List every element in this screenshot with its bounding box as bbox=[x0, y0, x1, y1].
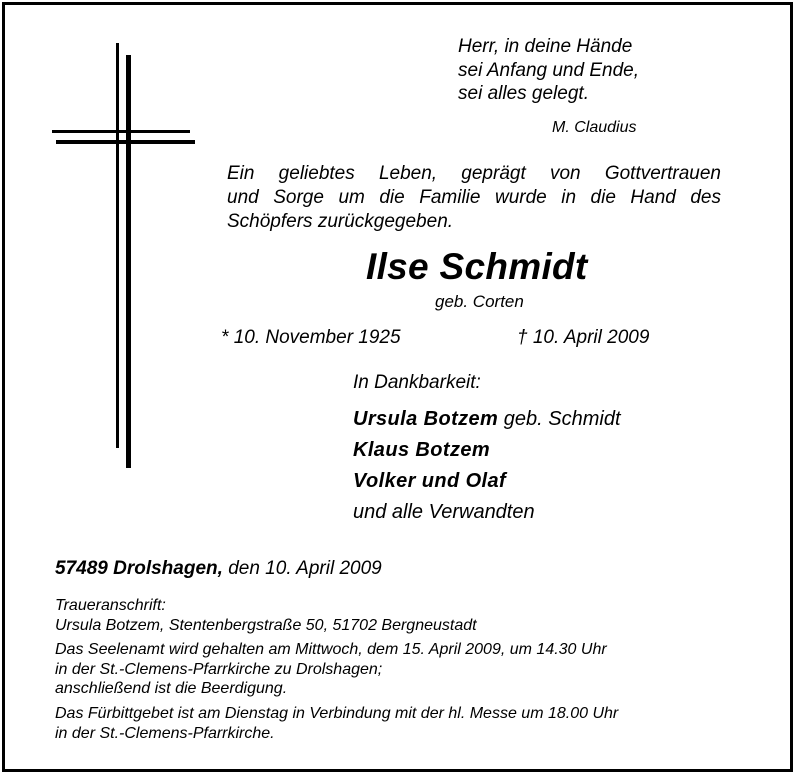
address-text: Ursula Botzem, Stentenbergstraße 50, 51702 Bergneustadt bbox=[55, 616, 477, 634]
verse-author: M. Claudius bbox=[552, 119, 637, 136]
prayer-line: in der St.-Clemens-Pfarrkirche. bbox=[55, 724, 275, 742]
mourner-name: Klaus Botzem bbox=[353, 439, 491, 461]
mourner-name: Ursula Botzem bbox=[353, 408, 499, 430]
intro-text bbox=[227, 162, 721, 234]
address-label: Traueranschrift: bbox=[55, 597, 166, 614]
requiem-line: in der St.-Clemens-Pfarrkirche zu Drolshagen; bbox=[55, 660, 383, 678]
mourner-name: Volker und Olaf bbox=[353, 470, 507, 492]
obituary-frame bbox=[2, 2, 793, 772]
mourner-suffix: und alle Verwandten bbox=[353, 501, 535, 523]
place-date bbox=[55, 558, 382, 580]
death-date bbox=[517, 327, 649, 349]
bible-verse bbox=[458, 35, 639, 106]
birth-symbol: * bbox=[221, 327, 229, 348]
mourner-entry bbox=[353, 497, 621, 528]
place-name: 57489 Drolshagen, bbox=[55, 558, 223, 579]
birth-name: geb. Corten bbox=[435, 292, 524, 311]
mourner-entry bbox=[353, 466, 621, 497]
intro-line: Schöpfers zurückgegeben. bbox=[227, 211, 454, 232]
mourner-suffix: geb. Schmidt bbox=[498, 408, 621, 430]
requiem-block bbox=[55, 640, 618, 699]
deceased-name: Ilse Schmidt bbox=[366, 246, 588, 287]
birth-date bbox=[221, 327, 401, 349]
cross-icon bbox=[49, 43, 199, 468]
death-date-text: 10. April 2009 bbox=[532, 327, 650, 348]
notice-date: den 10. April 2009 bbox=[222, 558, 382, 579]
mourner-entry bbox=[353, 435, 621, 466]
prayer-block bbox=[55, 704, 618, 743]
requiem-line: Das Seelenamt wird gehalten am Mittwoch, dem 15. April 2009, um 14.30 Uhr bbox=[55, 641, 607, 659]
funeral-details bbox=[55, 596, 618, 748]
mourners-list bbox=[353, 404, 621, 528]
mourner-entry bbox=[353, 404, 621, 435]
verse-line: sei Anfang und Ende, bbox=[458, 59, 639, 81]
intro-line: Ein geliebtes Leben, geprägt von Gottvertrauen bbox=[227, 163, 721, 184]
birth-date-text: 10. November 1925 bbox=[233, 327, 401, 348]
requiem-line: anschließend ist die Beerdigung. bbox=[55, 680, 288, 698]
verse-line: sei alles gelegt. bbox=[458, 83, 589, 104]
address-block bbox=[55, 596, 618, 635]
mourners-heading: In Dankbarkeit: bbox=[353, 372, 481, 393]
verse-line: Herr, in deine Hände bbox=[458, 36, 633, 57]
prayer-line: Das Fürbittgebet ist am Dienstag in Verbindung mit der hl. Messe um 18.00 Uhr bbox=[55, 704, 619, 722]
death-symbol: † bbox=[517, 327, 528, 348]
intro-line: und Sorge um die Familie wurde in die Hand des bbox=[227, 187, 721, 208]
